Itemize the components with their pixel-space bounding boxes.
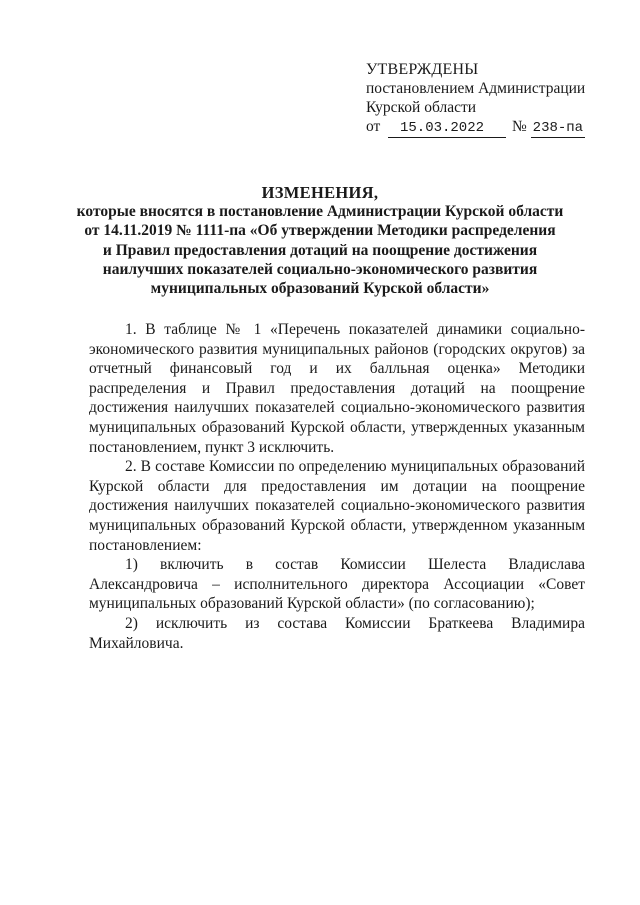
heading-line-2: от 14.11.2019 № 1111-па «Об утверждении Методики распределения — [84, 222, 556, 240]
document-heading — [60, 183, 580, 298]
heading-line-4: наилучших показателей социально-экономического развития — [102, 260, 538, 278]
heading-title: ИЗМЕНЕНИЯ, — [261, 183, 379, 202]
approval-date-row — [366, 117, 616, 138]
approval-line-1: постановлением Администрации — [366, 80, 586, 97]
paragraph-1: 1. В таблице № 1 «Перечень показателей динамики социально-экономического развития муниципальных районов (городских округов) за отчетный финансовый год и их балльная оценка» Методики распределения и Правил предоставления дотаций на поощрение достижения наилучших показателей социально-экономического развития муниципальных образований Курской области, утвержденных указанным постановлением, пункт 3 исключить. — [89, 321, 585, 456]
approval-block — [366, 60, 616, 138]
paragraph-2-item-1: 1) включить в состав Комиссии Шелеста Владислава Александровича – исполнительного директора Ассоциации «Совет муниципальных образований Курской области» (по согласованию); — [89, 556, 585, 613]
date-prefix: от — [366, 118, 381, 135]
approval-line-2: Курской области — [366, 99, 477, 116]
heading-line-1: которые вносятся в постановление Администрации Курской области — [76, 203, 564, 221]
document-body — [89, 320, 585, 653]
approval-title: УТВЕРЖДЕНЫ — [366, 61, 479, 78]
number-sign: № — [512, 118, 527, 135]
paragraph-2-item-2: 2) исключить из состава Комиссии Браткеева Владимира Михайловича. — [89, 614, 585, 652]
approval-date: 15.03.2022 — [388, 120, 506, 138]
paragraph-2: 2. В составе Комиссии по определению муниципальных образований Курской области для предоставления им дотации на поощрение достижения наилучших показателей социально-экономического развития муниципальных образований Курской области, утвержденном указанным постановлением: — [89, 458, 585, 554]
approval-number: 238-па — [532, 120, 584, 136]
heading-line-3: и Правил предоставления дотаций на поощрение достижения — [102, 241, 538, 259]
heading-line-5: муниципальных образований Курской области» — [150, 280, 490, 298]
